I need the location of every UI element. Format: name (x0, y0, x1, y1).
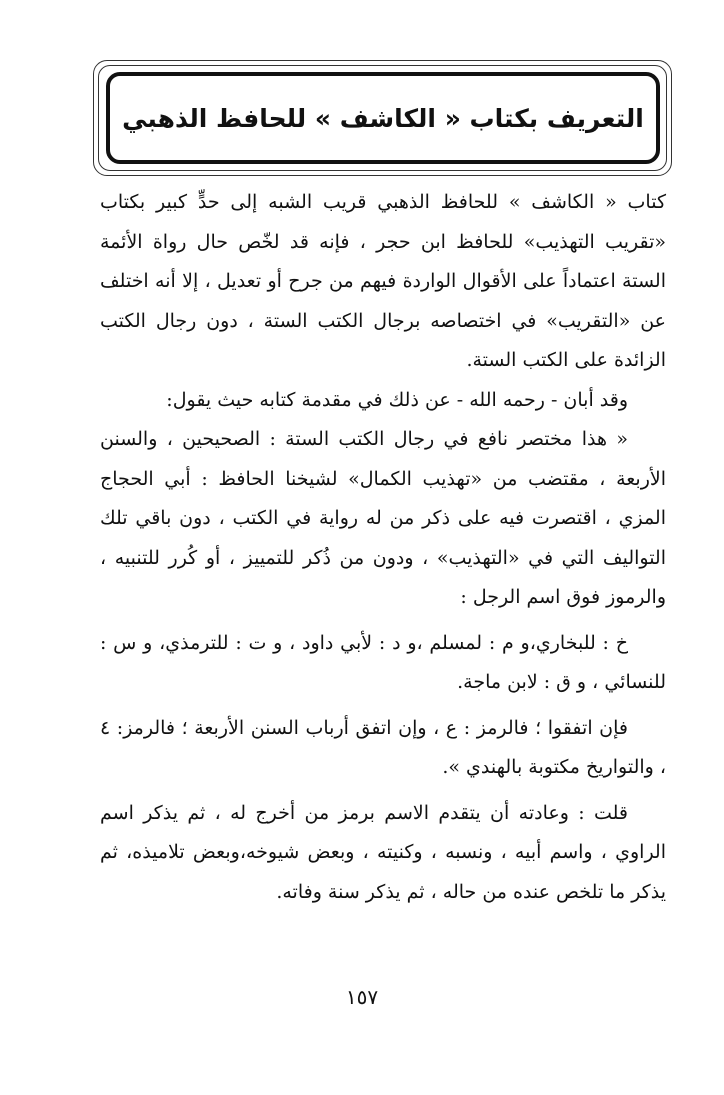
paragraph-intro: كتاب « الكاشف » للحافظ الذهبي قريب الشبه إلى حدٍّ كبير بكتاب «تقريب التهذيب» للحافظ ابن حجر ، فإنه قد لخّص حال رواة الأئمة الستة اعتماداً على الأقوال الواردة فيهم من جرح أو تعديل ، إلا أنه اختلف عن «التقريب» في اختصاصه برجال الكتب الستة ، دون رجال الكتب الزائدة على الكتب الستة. (100, 191, 666, 371)
chapter-title: التعريف بكتاب « الكاشف » للحافظ الذهبي (122, 103, 644, 133)
paragraph-method: قلت : وعادته أن يتقدم الاسم برمز من أخرج له ، ثم يذكر اسم الراوي ، واسم أبيه ، ونسبه ، وكنيته ، وبعض شيوخه،وبعض تلاميذه، ثم يذكر ما تلخص عنده من حاله ، ثم يذكر سنة وفاته. (100, 801, 666, 903)
paragraph-agreement: فإن اتفقوا ؛ فالرمز : ع ، وإن اتفق أرباب السنن الأربعة ؛ فالرمز: ٤ ، والتواريخ مكتوبة بالهندي ». (100, 716, 666, 778)
page-number: ١٥٧ (345, 985, 379, 1009)
body-text (100, 183, 666, 912)
paragraph-quote: « هذا مختصر نافع في رجال الكتب الستة : الصحيحين ، والسنن الأربعة ، مقتضب من «تهذيب الكمال» لشيخنا الحافظ : أبي الحجاج المزي ، اقتصرت فيه على ذكر من له رواية في الكتب ، دون باقي تلك التواليف التي في «التهذيب» ، ودون من ذُكر للتمييز ، أو كُرر للتنبيه ، والرموز فوق اسم الرجل : (100, 428, 666, 608)
paragraph-symbols: خ : للبخاري،و م : لمسلم ،و د : لأبي داود ، و ت : للترمذي، و س : للنسائي ، و ق : لابن ماجة. (100, 631, 666, 693)
paragraph-quote-lead: وقد أبان - رحمه الله - عن ذلك في مقدمة كتابه حيث يقول: (166, 388, 628, 411)
